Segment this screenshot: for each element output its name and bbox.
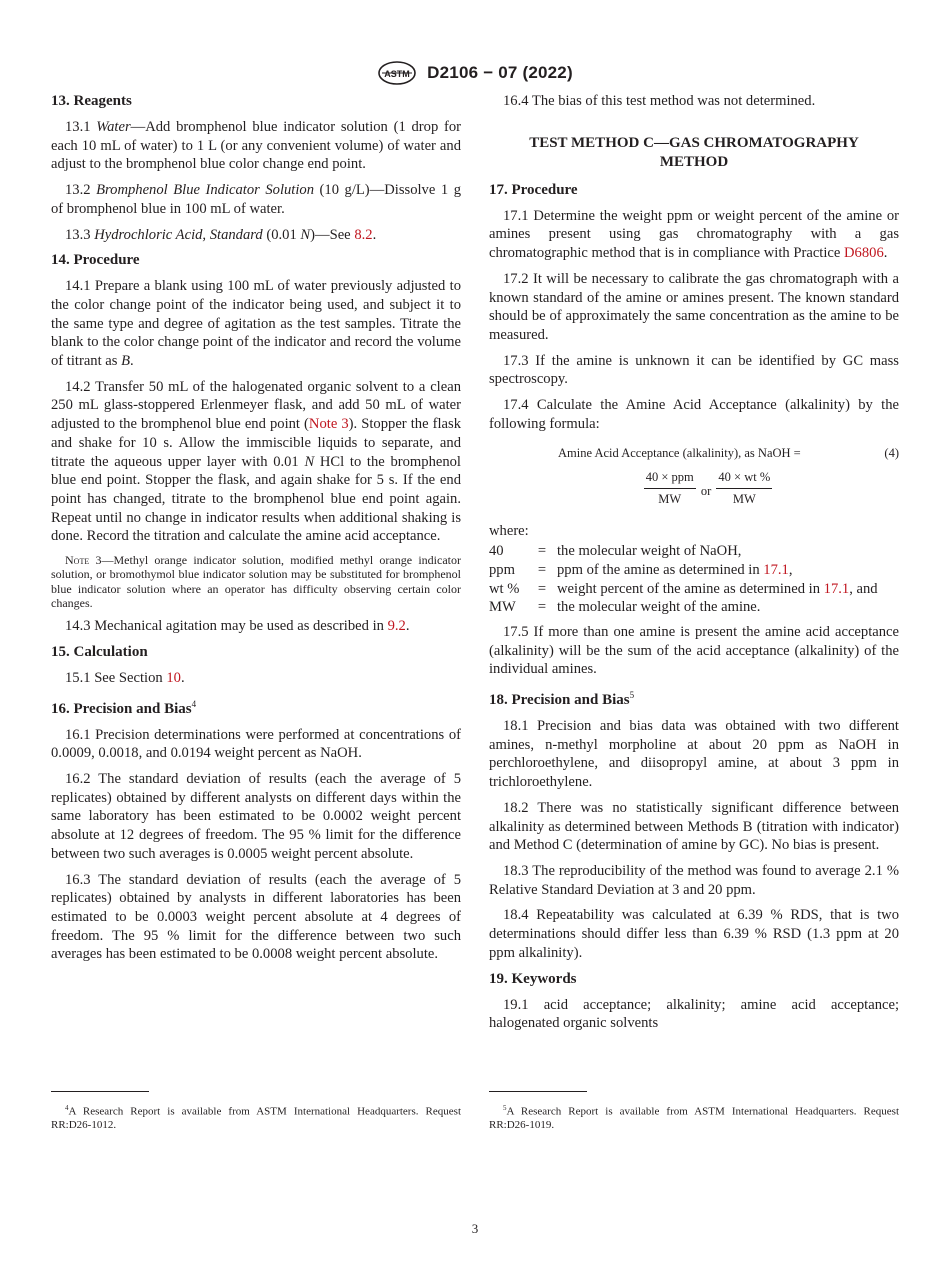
ref-link-17-1[interactable]: 17.1 [823,580,850,597]
para-15-1: 15.1 See Section 10. [65,669,185,686]
definition-row: 40 = the molecular weight of NaOH, [489,543,742,560]
page-header [0,60,950,86]
para-18-1: 18.1 Precision and bias data was obtained with two different amines, n-methyl morpholine at about 20 ppm as NaOH in perchloroethylene, and diisopropyl amine, at about 3 ppm in trichloroethylene. [489,718,899,791]
ref-link-section-10[interactable]: 10 [166,669,181,686]
section-15-title: 15. Calculation [51,643,148,660]
section-19-title: 19. Keywords [489,970,577,987]
ref-link-17-1[interactable]: 17.1 [763,561,789,578]
page-number: 3 [471,1221,479,1236]
formula-label: Amine Acid Acceptance (alkalinity), as NaOH = [558,446,801,461]
para-17-4: 17.4 Calculate the Amine Acid Acceptance (alkalinity) by the following formula: [489,397,899,432]
where-label: where: [489,523,529,540]
para-18-2: 18.2 There was no statistically significant difference between alkalinity as determined between Methods B (titration with indicator) and Method C (determination of amine by GC). No bias is present. [489,799,899,854]
fraction-wt: $\frac{40 \times wt \%}{MW}$ [718,470,771,507]
footnote-divider-right [489,1091,587,1092]
right-column [489,92,899,1040]
para-13-2: 13.2 Bromphenol Blue Indicator Solution (10 g/L)—Dissolve 1 g of bromphenol blue in 100 mL of water. [51,182,461,217]
method-c-title: TEST METHOD C—GAS CHROMATOGRAPHY METHOD [529,134,859,170]
astm-logo-icon [377,60,417,86]
footnote-5: $^5$A Research Report is available from ASTM International Headquarters. Request RR:D26-1019. [489,1104,899,1132]
fraction-ppm: $\frac{\text{40 × ppm}}{MW}$ [645,470,694,507]
document-designation: D2106 − 07 (2022) [427,63,573,82]
ref-link-d6806[interactable]: D6806 [844,245,884,262]
para-14-3: 14.3 Mechanical agitation may be used as described in 9.2. [65,618,410,635]
para-14-2: 14.2 Transfer 50 mL of the halogenated organic solvent to a clean 250 mL glass-stoppered Erlenmeyer flask, and add 50 mL of water adjusted to the bromphenol blue end point (Note 3). Stopper the flask and shake for 10 s. Allow the immiscible liquids to separate, and titrate the aqueous upper layer with 0.01 N HCl to the bromphenol blue end point. Stopper the flask, and again shake for 5 s. If the end point has changed, titrate to the bromphenol blue end point again. Repeat until no change in indicator results when additional shaking is done. Record the titration and calculate the amine acid acceptance. [51,378,461,545]
fraction-or: or [700,484,712,499]
footnote-4: $^4$A Research Report is available from ASTM International Headquarters. Request RR:D26-1012. [51,1104,461,1132]
footnote-ref-5[interactable]: 5 [629,690,635,701]
para-16-1: 16.1 Precision determinations were performed at concentrations of 0.0009, 0.0018, and 0.0194 weight percent as NaOH. [51,726,461,762]
para-16-4: 16.4 The bias of this test method was not determined. [503,93,816,109]
formula-fractions [517,468,899,512]
para-17-5: 17.5 If more than one amine is present the amine acid acceptance (alkalinity) will be the sum of the acid acceptance (alkalinity) of the individual amines. [489,623,899,678]
para-16-2: 16.2 The standard deviation of results (each the average of 5 replicates) obtained by different analysts on different days within the same laboratory has been estimated to be 0.0002 weight percent absolute at 12 degrees of freedom. The 95 % limit for the difference between two such averages is 0.0005 weight percent absolute. [51,771,461,862]
symbol-definitions [489,542,878,617]
formula-equation-4 [489,440,899,466]
para-17-1: 17.1 Determine the weight ppm or weight percent of the amine or amines present using gas chromatography with a gas chromatographic method that is in compliance with Practice D6806. [489,207,899,262]
para-19-1: 19.1 acid acceptance; alkalinity; amine acid acceptance; halogenated organic solvents [489,996,899,1032]
ref-link-note-3[interactable]: Note 3 [308,416,349,433]
para-18-3: 18.3 The reproducibility of the method was found to average 2.1 % Relative Standard Deviation at 3 and 20 ppm. [489,862,899,898]
ref-link-9-2[interactable]: 9.2 [387,618,406,635]
para-16-3: 16.3 The standard deviation of results (each the average of 5 replicates) obtained by analysts in different laboratories has been estimated to be 0.0003 weight percent absolute at 4 degrees of freedom. The 95 % limit for the difference between two such averages has been estimated to be 0.0008 weight percent absolute. [51,871,461,963]
left-column [51,92,461,971]
para-14-1: 14.1 Prepare a blank using 100 mL of water previously adjusted to the color change point of the indicator being used, and subject it to the same type and degree of agitation as the test samples. Titrate the blank to the color change point of the indicator and record the volume of titrant as B. [51,278,461,370]
definition-row: wt % = weight percent of the amine as determined in 17.1, and [489,580,878,597]
para-13-1: 13.1 Water—Add bromphenol blue indicator solution (1 drop for each 10 mL of water) to 1 L (or any convenient volume) of water and adjust to the bromphenol blue color change end point. [51,119,461,173]
para-17-3: 17.3 If the amine is unknown it can be identified by GC mass spectroscopy. [489,352,899,388]
definition-row: MW = the molecular weight of the amine. [489,599,761,616]
equation-number: (4) [884,446,899,461]
footnote-divider-left [51,1091,149,1092]
footnote-ref-4[interactable]: 4 [191,698,197,709]
section-16-title: 16. Precision and Bias$^4$ [51,698,197,717]
para-18-4: 18.4 Repeatability was calculated at 6.39 % RDS, that is two determinations should differ less than 6.39 % RSD (1.3 ppm at 20 ppm alkalinity). [489,907,899,961]
section-13-title: 13. Reagents [51,93,132,109]
definition-row: ppm = ppm of the amine as determined in 17.1, [489,561,793,578]
para-17-2: 17.2 It will be necessary to calibrate the gas chromatograph with a known standard of the amine or amines present. The known standard should be of approximately the same concentration as the amine to be measured. [489,270,899,343]
astm-logo-text: ASTM [384,69,410,79]
section-18-title: 18. Precision and Bias$^5$ [489,690,635,709]
note-3: Note 3—Methyl orange indicator solution, modified methyl orange indicator solution, or bromothymol blue indicator solution may be substituted for bromphenol blue indicator solution where an operator has difficulty observing certain color changes. [51,553,461,610]
para-13-3: 13.3 Hydrochloric Acid, Standard (0.01 N)—See 8.2. [65,226,377,243]
section-14-title: 14. Procedure [51,252,140,269]
ref-link-8-2[interactable]: 8.2 [354,226,373,243]
section-17-title: 17. Procedure [489,181,578,198]
